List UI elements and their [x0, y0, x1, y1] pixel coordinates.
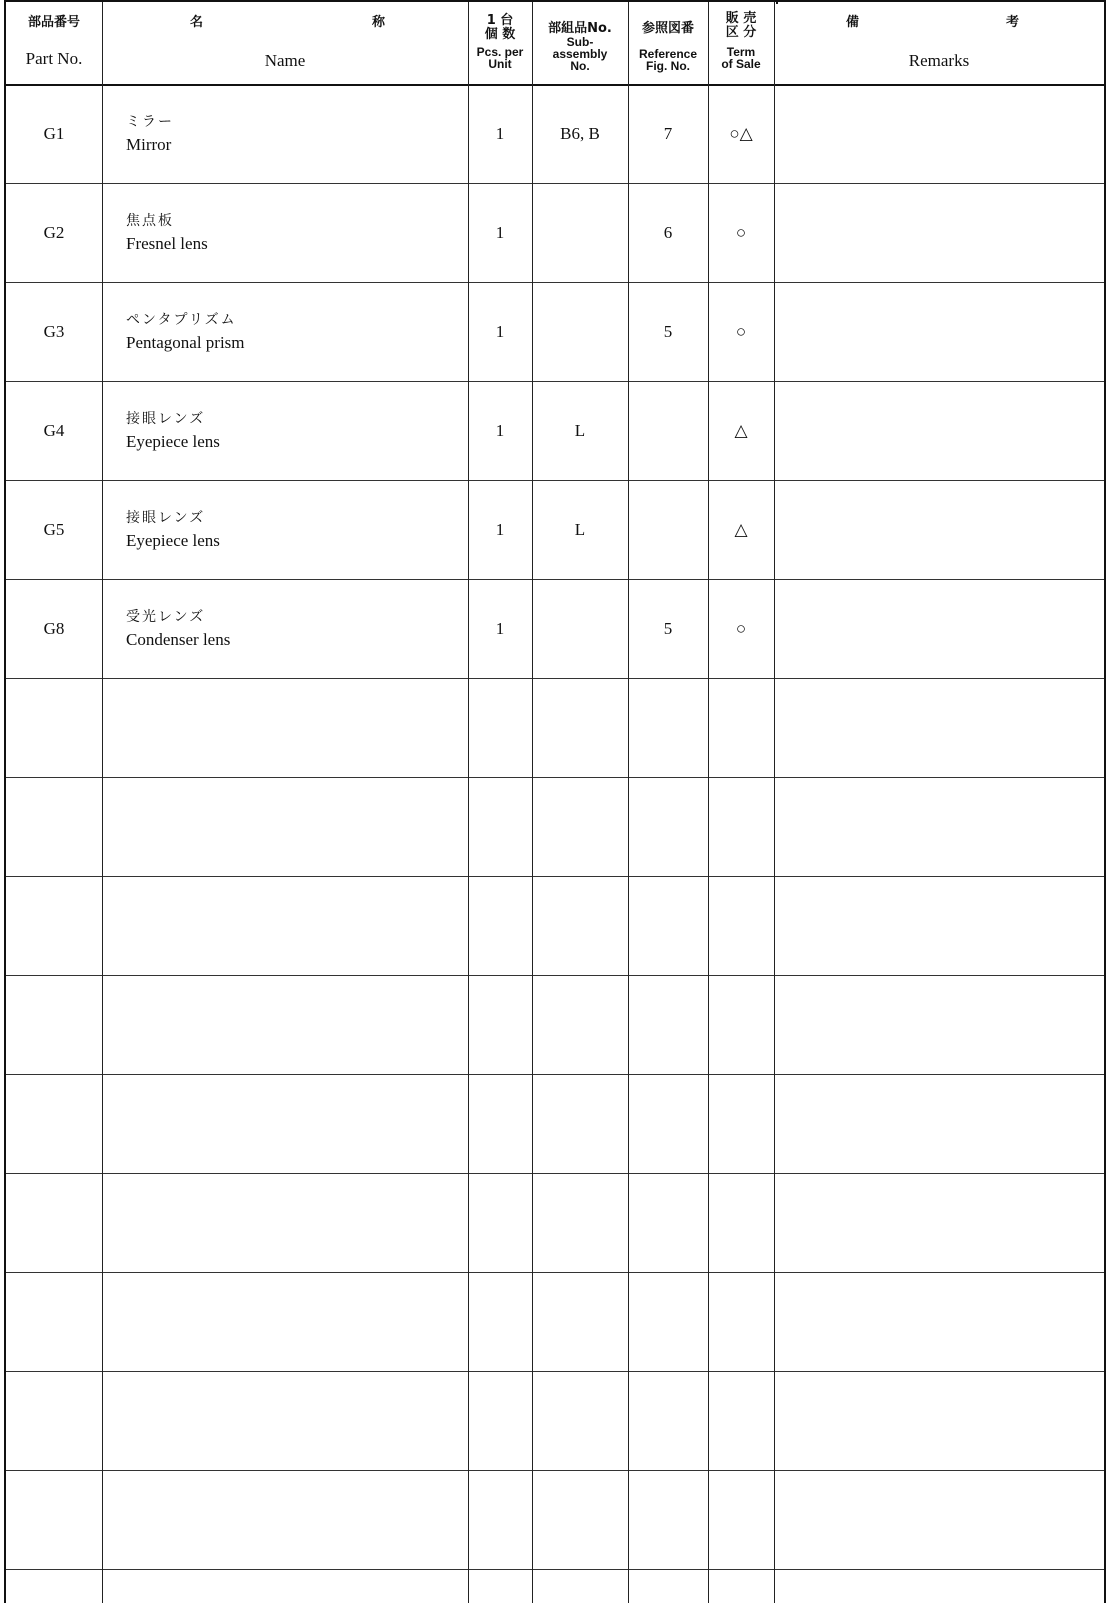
header-sub-en-1: Sub- [566, 35, 594, 49]
cell-term-of-sale [708, 1371, 774, 1470]
table-row [6, 975, 1104, 1075]
cell-name [102, 480, 468, 579]
cell-term-of-sale [708, 876, 774, 975]
cell-term-of-sale [708, 1272, 774, 1371]
name-jp: 接眼レンズ [126, 410, 206, 427]
cell-pcs-value: 1 [495, 321, 505, 341]
header-part-no [6, 2, 102, 68]
cell-remarks [774, 183, 1104, 282]
header-reference [628, 2, 708, 72]
cell-remarks [774, 480, 1104, 579]
name-en: Mirror [126, 134, 172, 154]
cell-subassembly-value: L [574, 519, 586, 539]
header-pcs-en-2: Unit [488, 57, 512, 71]
cell-name [102, 1074, 468, 1173]
name-jp: ミラー [126, 113, 174, 130]
cell-subassembly [532, 678, 628, 777]
cell-pcs [468, 1470, 532, 1569]
cell-reference-value: 7 [663, 123, 673, 143]
table-row [6, 381, 1104, 481]
cell-part-no [6, 1074, 102, 1173]
cell-remarks [774, 777, 1104, 876]
cell-term-of-sale [708, 282, 774, 381]
cell-name [102, 876, 468, 975]
name-en: Eyepiece lens [126, 530, 220, 550]
table-row [6, 876, 1104, 976]
table-row [6, 1074, 1104, 1174]
cell-reference-value: 6 [663, 222, 673, 242]
header-remarks [774, 2, 1104, 70]
cell-subassembly-value: B6, B [560, 123, 600, 143]
cell-subassembly [532, 381, 628, 480]
cell-part-no [6, 1272, 102, 1371]
cell-reference [628, 1173, 708, 1272]
header-ref-en-2: Fig. No. [646, 59, 690, 73]
cell-name [102, 1272, 468, 1371]
name-jp: 焦点板 [126, 212, 174, 229]
cell-part-no-value: G1 [43, 123, 65, 143]
cell-pcs [468, 975, 532, 1074]
cell-pcs-value: 1 [495, 222, 505, 242]
cell-part-no [6, 579, 102, 678]
cell-subassembly [532, 975, 628, 1074]
cell-term-of-sale-value: ○ [735, 321, 747, 341]
cell-remarks [774, 876, 1104, 975]
column-divider [468, 2, 469, 1603]
parts-list-table [4, 0, 1106, 1603]
cell-term-of-sale [708, 183, 774, 282]
cell-subassembly [532, 1074, 628, 1173]
cell-pcs [468, 579, 532, 678]
cell-pcs [468, 1371, 532, 1470]
header-pcs [468, 2, 532, 70]
cell-reference [628, 777, 708, 876]
cell-pcs [468, 1272, 532, 1371]
cell-remarks [774, 282, 1104, 381]
cell-name [102, 1371, 468, 1470]
cell-reference [628, 678, 708, 777]
header-sub-jp: 部組品No. [548, 21, 612, 36]
cell-name [102, 84, 468, 183]
table-row [6, 84, 1104, 184]
cell-part-no-value: G8 [43, 618, 65, 638]
name-en: Fresnel lens [126, 233, 208, 253]
table-row [6, 1272, 1104, 1372]
cell-pcs [468, 678, 532, 777]
name-jp: ペンタプリズム [126, 311, 237, 328]
cell-pcs-value: 1 [495, 420, 505, 440]
cell-reference-value: 5 [663, 618, 673, 638]
cell-pcs [468, 381, 532, 480]
cell-term-of-sale-value: △ [734, 519, 748, 539]
cell-pcs [468, 876, 532, 975]
header-part-no-en: Part No. [25, 49, 83, 68]
cell-reference [628, 1371, 708, 1470]
cell-part-no-value: G5 [43, 519, 65, 539]
cell-term-of-sale [708, 1470, 774, 1569]
cell-term-of-sale [708, 480, 774, 579]
cell-part-no [6, 1173, 102, 1272]
cell-remarks [774, 678, 1104, 777]
header-name-jp-1: 名 [190, 15, 204, 30]
header-ref-jp: 参照図番 [641, 21, 694, 36]
cell-name [102, 381, 468, 480]
cell-term-of-sale-value: ○△ [729, 123, 753, 143]
column-divider [102, 2, 103, 1603]
header-sub-en-2: assembly [552, 47, 608, 61]
header-remarks-jp-2: 考 [1006, 15, 1020, 30]
cell-term-of-sale [708, 1074, 774, 1173]
cell-subassembly [532, 876, 628, 975]
table-row [6, 777, 1104, 877]
cell-name [102, 282, 468, 381]
cell-pcs-value: 1 [495, 618, 505, 638]
cell-subassembly [532, 777, 628, 876]
name-jp: 接眼レンズ [126, 509, 206, 526]
cell-part-no [6, 777, 102, 876]
cell-reference [628, 1470, 708, 1569]
header-term-of-sale [708, 2, 774, 70]
cell-subassembly [532, 1371, 628, 1470]
cell-subassembly [532, 282, 628, 381]
table-row [6, 579, 1104, 679]
header-pcs-jp-2: 個 数 [484, 27, 516, 42]
cell-part-no [6, 84, 102, 183]
cell-term-of-sale-value: △ [734, 420, 748, 440]
table-row [6, 480, 1104, 580]
cell-subassembly [532, 1272, 628, 1371]
header-remarks-en: Remarks [908, 51, 970, 70]
table-row [6, 1470, 1104, 1570]
header-pcs-en-1: Pcs. per [476, 45, 524, 59]
name-en: Pentagonal prism [126, 332, 245, 352]
name-en: Condenser lens [126, 629, 231, 649]
cell-name [102, 1470, 468, 1569]
cell-part-no [6, 381, 102, 480]
table-row [6, 1371, 1104, 1471]
header-term-en-2: of Sale [721, 57, 761, 71]
cell-pcs [468, 480, 532, 579]
cell-term-of-sale [708, 678, 774, 777]
header-term-en-1: Term [726, 45, 756, 59]
cell-pcs [468, 1074, 532, 1173]
header-term-jp-2: 区 分 [725, 25, 757, 40]
cell-reference [628, 282, 708, 381]
cell-subassembly [532, 1173, 628, 1272]
header-part-no-jp: 部品番号 [27, 15, 80, 30]
cell-remarks [774, 1074, 1104, 1173]
cell-reference [628, 84, 708, 183]
cell-remarks [774, 84, 1104, 183]
cell-reference [628, 381, 708, 480]
column-divider [708, 2, 709, 1603]
cell-reference [628, 480, 708, 579]
cell-name [102, 975, 468, 1074]
cell-part-no [6, 876, 102, 975]
header-name [102, 2, 468, 70]
header-name-jp-2: 称 [372, 15, 386, 30]
header-subassembly [532, 2, 628, 72]
cell-name [102, 678, 468, 777]
cell-pcs-value: 1 [495, 123, 505, 143]
cell-subassembly [532, 480, 628, 579]
cell-term-of-sale [708, 84, 774, 183]
cell-subassembly [532, 1470, 628, 1569]
cell-remarks [774, 1173, 1104, 1272]
cell-part-no-value: G2 [43, 222, 65, 242]
table-row [6, 183, 1104, 283]
cell-term-of-sale [708, 777, 774, 876]
cell-part-no-value: G3 [43, 321, 65, 341]
cell-part-no [6, 183, 102, 282]
column-divider [774, 2, 775, 1603]
table-row [6, 678, 1104, 778]
column-divider [532, 2, 533, 1603]
cell-term-of-sale [708, 381, 774, 480]
header-remarks-jp-1: 備 [846, 15, 860, 30]
cell-remarks [774, 1272, 1104, 1371]
cell-remarks [774, 975, 1104, 1074]
cell-term-of-sale-value: ○ [735, 222, 747, 242]
cell-term-of-sale [708, 1173, 774, 1272]
cell-reference [628, 876, 708, 975]
column-divider [628, 2, 629, 1603]
cell-reference [628, 183, 708, 282]
cell-part-no [6, 1371, 102, 1470]
header-pcs-jp-1: 1 台 [486, 13, 514, 28]
cell-reference [628, 975, 708, 1074]
cell-name [102, 183, 468, 282]
table-row [6, 282, 1104, 382]
cell-part-no [6, 480, 102, 579]
cell-pcs-value: 1 [495, 519, 505, 539]
header-term-jp-1: 販 売 [725, 11, 757, 26]
table-header [6, 2, 1104, 86]
cell-subassembly [532, 84, 628, 183]
cell-reference [628, 1272, 708, 1371]
cell-term-of-sale-value: ○ [735, 618, 747, 638]
header-sub-en-3: No. [570, 59, 590, 73]
cell-part-no [6, 975, 102, 1074]
cell-name [102, 777, 468, 876]
cell-part-no [6, 678, 102, 777]
cell-subassembly-value: L [574, 420, 586, 440]
header-name-en: Name [264, 51, 306, 70]
cell-pcs [468, 777, 532, 876]
table-row [6, 1173, 1104, 1273]
cell-name [102, 579, 468, 678]
cell-term-of-sale [708, 975, 774, 1074]
cell-subassembly [532, 579, 628, 678]
cell-part-no [6, 1470, 102, 1569]
cell-remarks [774, 579, 1104, 678]
cell-part-no-value: G4 [43, 420, 65, 440]
cell-reference [628, 1074, 708, 1173]
cell-pcs [468, 1173, 532, 1272]
cell-term-of-sale [708, 579, 774, 678]
cell-subassembly [532, 183, 628, 282]
name-en: Eyepiece lens [126, 431, 220, 451]
cell-reference [628, 579, 708, 678]
cell-remarks [774, 1371, 1104, 1470]
name-jp: 受光レンズ [126, 608, 206, 625]
cell-pcs [468, 183, 532, 282]
cell-remarks [774, 1470, 1104, 1569]
cell-part-no [6, 282, 102, 381]
cell-reference-value: 5 [663, 321, 673, 341]
cell-remarks [774, 381, 1104, 480]
header-ref-en-1: Reference [638, 47, 698, 61]
cell-name [102, 1173, 468, 1272]
cell-pcs [468, 84, 532, 183]
cell-pcs [468, 282, 532, 381]
